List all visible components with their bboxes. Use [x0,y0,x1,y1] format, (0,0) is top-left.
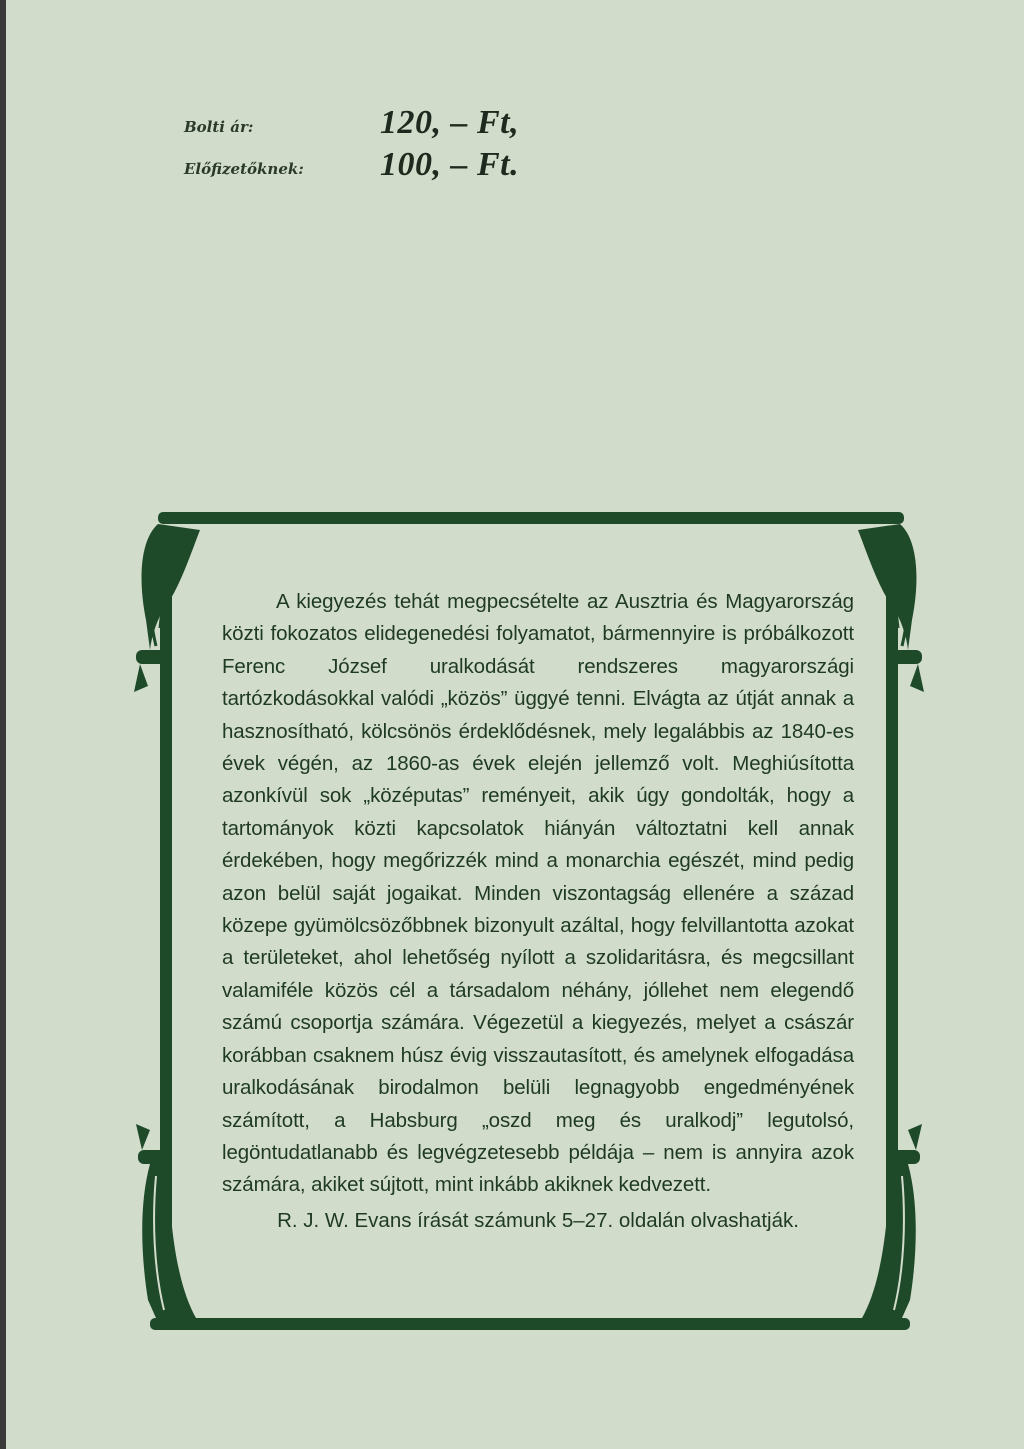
subscriber-price-label: Előfizetőknek: [184,160,304,178]
article-excerpt [222,586,854,1202]
retail-price-value: 120, – Ft, [380,104,520,141]
retail-price-label: Bolti ár: [184,118,254,136]
frame-bottom-bar [150,1318,910,1330]
frame-top-bar [158,512,904,524]
source-reference: R. J. W. Evans írását számunk 5–27. oldalán olvashatják. [277,1209,799,1232]
drape-bottom-right [862,1124,922,1318]
excerpt-paragraph: A kiegyezés tehát megpecsételte az Ausztria és Magyarország közti fokozatos elidegenedési folyamatot, bármennyire is próbálkozott Ferenc József uralkodását rendszeres magyarországi tartózkodásokkal valódi „közös” üggyé tenni. Elvágta az útját annak a hasznosítható, kölcsönös érdeklődésnek, mely legalábbis az 1840-es évek végén, az 1860-as évek elején jellemző volt. Meghiúsította azonkívül sok „középutas” reményeit, akik úgy gondolták, hogy a tartományok közti kapcsolatok hiányán változtatni kell annak érdekében, hogy megőrizzék mind a monarchia egészét, mind pedig azon belül saját jogaikat. Minden viszontagság ellenére a század közepe gyümölcsözőbbnek bizonyult azáltal, hogy felvillantotta azokat a területeket, ahol lehetőség nyílott a szolidaritásra, és megcsillant valamiféle közös cél a társadalom néhány, jóllehet nem elegendő számú csoportja számára. Végezetül a kiegyezés, melyet a császár korábban csaknem húsz évig visszautasított, és amelynek elfogadása uralkodásának birodalmon belüli legnagyobb engedményének számított, a Habsburg „oszd meg és uralkodj” legutolsó, legöntudatlanabb és legvégzetesebb példája – nem is annyira azok számára, akiket sújtott, mint inkább akiknek kedvezett. [222,590,854,1197]
drape-bottom-left [136,1124,196,1318]
subscriber-price-value: 100, – Ft. [380,146,520,183]
